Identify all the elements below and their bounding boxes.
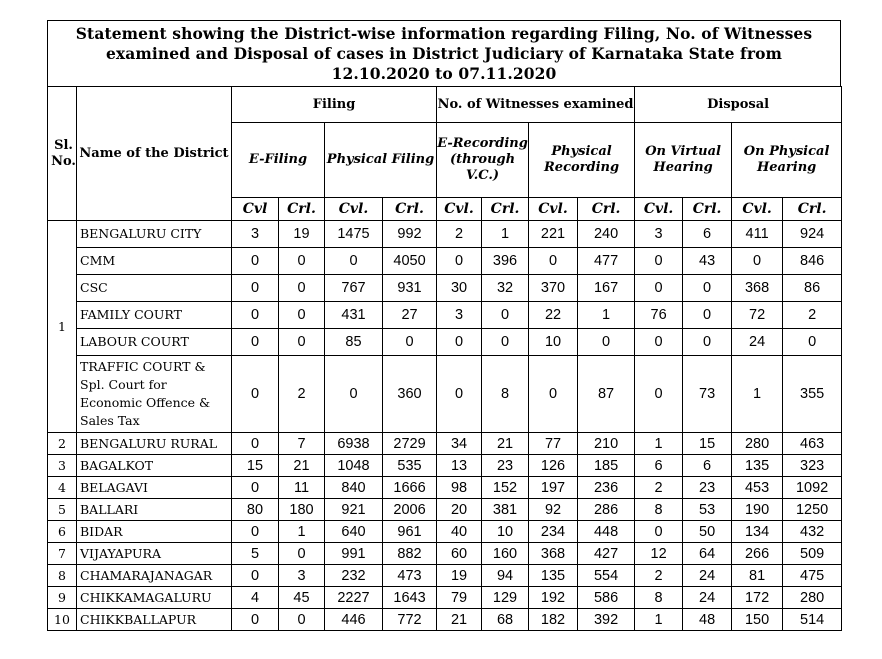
value-cell: 0 [232,356,279,433]
table-row [48,221,842,248]
value-cell: 10 [529,329,578,356]
value-cell: 1 [635,433,683,455]
district-name-cell: BALLARI [77,499,232,521]
sl-no-header: Sl. No. [48,87,77,221]
value-cell: 12 [635,543,683,565]
e-recording-header: E-Recording (through V.C.) [437,123,529,198]
table-row [48,302,842,329]
value-cell: 53 [683,499,732,521]
value-cell: 432 [783,521,842,543]
value-cell: 381 [482,499,529,521]
value-cell: 586 [578,587,635,609]
value-cell: 1643 [383,587,437,609]
value-cell: 921 [325,499,383,521]
value-cell: 43 [683,248,732,275]
table-row [48,477,842,499]
value-cell: 8 [482,356,529,433]
district-name-cell: CHIKKBALLAPUR [77,609,232,631]
criminal-column-header: Crl. [683,198,732,221]
value-cell: 368 [732,275,783,302]
value-cell: 640 [325,521,383,543]
value-cell: 27 [383,302,437,329]
civil-column-header: Cvl. [732,198,783,221]
table-row [48,356,842,433]
value-cell: 0 [437,356,482,433]
value-cell: 514 [783,609,842,631]
value-cell: 15 [683,433,732,455]
value-cell: 197 [529,477,578,499]
value-cell: 0 [232,565,279,587]
value-cell: 8 [635,587,683,609]
value-cell: 2006 [383,499,437,521]
value-cell: 1 [482,221,529,248]
value-cell: 48 [683,609,732,631]
value-cell: 167 [578,275,635,302]
value-cell: 1666 [383,477,437,499]
value-cell: 87 [578,356,635,433]
physical-filing-header: Physical Filing [325,123,437,198]
value-cell: 0 [232,329,279,356]
value-cell: 0 [383,329,437,356]
value-cell: 368 [529,543,578,565]
district-name-cell: CSC [77,275,232,302]
value-cell: 991 [325,543,383,565]
value-cell: 7 [279,433,325,455]
value-cell: 126 [529,455,578,477]
value-cell: 1 [578,302,635,329]
sl-no-cell: 6 [48,521,77,543]
value-cell: 1048 [325,455,383,477]
value-cell: 0 [232,248,279,275]
value-cell: 182 [529,609,578,631]
value-cell: 86 [783,275,842,302]
value-cell: 172 [732,587,783,609]
value-cell: 73 [683,356,732,433]
value-cell: 286 [578,499,635,521]
district-name-cell: CHIKKAMAGALURU [77,587,232,609]
value-cell: 0 [437,248,482,275]
value-cell: 20 [437,499,482,521]
value-cell: 0 [232,521,279,543]
value-cell: 463 [783,433,842,455]
value-cell: 0 [325,356,383,433]
value-cell: 0 [683,329,732,356]
value-cell: 992 [383,221,437,248]
district-name-cell: CMM [77,248,232,275]
value-cell: 0 [279,248,325,275]
table-row [48,433,842,455]
table-row [48,248,842,275]
value-cell: 846 [783,248,842,275]
value-cell: 24 [732,329,783,356]
value-cell: 1 [279,521,325,543]
value-cell: 94 [482,565,529,587]
value-cell: 85 [325,329,383,356]
value-cell: 50 [683,521,732,543]
district-name-cell: CHAMARAJANAGAR [77,565,232,587]
value-cell: 40 [437,521,482,543]
table-row [48,543,842,565]
value-cell: 1250 [783,499,842,521]
value-cell: 473 [383,565,437,587]
value-cell: 392 [578,609,635,631]
civil-column-header: Cvl. [529,198,578,221]
value-cell: 0 [783,329,842,356]
criminal-column-header: Crl. [279,198,325,221]
value-cell: 360 [383,356,437,433]
value-cell: 32 [482,275,529,302]
value-cell: 3 [635,221,683,248]
value-cell: 2729 [383,433,437,455]
value-cell: 4 [232,587,279,609]
e-filing-header: E-Filing [232,123,325,198]
value-cell: 150 [732,609,783,631]
value-cell: 135 [732,455,783,477]
table-row [48,521,842,543]
district-name-cell: LABOUR COURT [77,329,232,356]
table-row [48,329,842,356]
value-cell: 0 [683,275,732,302]
value-cell: 6938 [325,433,383,455]
table-row [48,565,842,587]
district-name-cell: BAGALKOT [77,455,232,477]
value-cell: 554 [578,565,635,587]
value-cell: 6 [635,455,683,477]
value-cell: 882 [383,543,437,565]
district-table [47,86,842,631]
value-cell: 232 [325,565,383,587]
value-cell: 3 [232,221,279,248]
district-name-header: Name of the District [77,87,232,221]
value-cell: 21 [279,455,325,477]
sl-no-cell: 3 [48,455,77,477]
value-cell: 0 [635,275,683,302]
value-cell: 772 [383,609,437,631]
civil-column-header: Cvl. [325,198,383,221]
value-cell: 396 [482,248,529,275]
value-cell: 355 [783,356,842,433]
district-name-cell: VIJAYAPURA [77,543,232,565]
value-cell: 280 [732,433,783,455]
value-cell: 446 [325,609,383,631]
value-cell: 370 [529,275,578,302]
value-cell: 0 [635,248,683,275]
value-cell: 19 [437,565,482,587]
value-cell: 11 [279,477,325,499]
value-cell: 0 [578,329,635,356]
value-cell: 477 [578,248,635,275]
value-cell: 13 [437,455,482,477]
value-cell: 509 [783,543,842,565]
criminal-column-header: Crl. [783,198,842,221]
value-cell: 961 [383,521,437,543]
value-cell: 30 [437,275,482,302]
value-cell: 129 [482,587,529,609]
physical-recording-header: Physical Recording [529,123,635,198]
sl-no-cell: 5 [48,499,77,521]
sl-no-cell: 9 [48,587,77,609]
value-cell: 1 [635,609,683,631]
value-cell: 80 [232,499,279,521]
value-cell: 135 [529,565,578,587]
value-cell: 180 [279,499,325,521]
value-cell: 60 [437,543,482,565]
disposal-header: Disposal [635,87,842,123]
sl-no-cell: 2 [48,433,77,455]
value-cell: 0 [732,248,783,275]
virtual-hearing-header: On Virtual Hearing [635,123,732,198]
value-cell: 45 [279,587,325,609]
value-cell: 0 [279,609,325,631]
value-cell: 81 [732,565,783,587]
value-cell: 0 [325,248,383,275]
witnesses-header: No. of Witnesses examined [437,87,635,123]
value-cell: 221 [529,221,578,248]
value-cell: 2 [437,221,482,248]
value-cell: 10 [482,521,529,543]
value-cell: 77 [529,433,578,455]
district-name-cell: BIDAR [77,521,232,543]
value-cell: 192 [529,587,578,609]
value-cell: 185 [578,455,635,477]
table-row [48,609,842,631]
value-cell: 0 [232,275,279,302]
civil-column-header: Cvl. [635,198,683,221]
value-cell: 0 [279,329,325,356]
value-cell: 2 [279,356,325,433]
sl-no-cell: 8 [48,565,77,587]
value-cell: 22 [529,302,578,329]
value-cell: 2 [635,477,683,499]
value-cell: 2 [783,302,842,329]
criminal-column-header: Crl. [383,198,437,221]
value-cell: 924 [783,221,842,248]
value-cell: 5 [232,543,279,565]
value-cell: 2227 [325,587,383,609]
value-cell: 0 [232,609,279,631]
value-cell: 3 [279,565,325,587]
value-cell: 34 [437,433,482,455]
filing-header: Filing [232,87,437,123]
value-cell: 280 [783,587,842,609]
value-cell: 0 [635,521,683,543]
value-cell: 0 [437,329,482,356]
value-cell: 266 [732,543,783,565]
value-cell: 0 [635,329,683,356]
value-cell: 453 [732,477,783,499]
statement-sheet [47,20,841,631]
value-cell: 0 [279,275,325,302]
value-cell: 4050 [383,248,437,275]
value-cell: 234 [529,521,578,543]
value-cell: 24 [683,565,732,587]
civil-column-header: Cvl. [437,198,482,221]
value-cell: 24 [683,587,732,609]
value-cell: 535 [383,455,437,477]
value-cell: 240 [578,221,635,248]
value-cell: 448 [578,521,635,543]
value-cell: 134 [732,521,783,543]
district-name-cell: BENGALURU CITY [77,221,232,248]
value-cell: 160 [482,543,529,565]
value-cell: 0 [529,356,578,433]
civil-column-header: Cvl [232,198,279,221]
value-cell: 427 [578,543,635,565]
value-cell: 6 [683,455,732,477]
physical-hearing-header: On Physical Hearing [732,123,842,198]
value-cell: 0 [482,302,529,329]
sl-no-cell: 4 [48,477,77,499]
value-cell: 68 [482,609,529,631]
district-table-body [48,221,842,631]
value-cell: 0 [232,433,279,455]
value-cell: 323 [783,455,842,477]
value-cell: 767 [325,275,383,302]
value-cell: 0 [683,302,732,329]
value-cell: 0 [232,477,279,499]
value-cell: 76 [635,302,683,329]
value-cell: 1 [732,356,783,433]
sl-no-cell: 7 [48,543,77,565]
value-cell: 152 [482,477,529,499]
value-cell: 2 [635,565,683,587]
district-name-cell: TRAFFIC COURT & Spl. Court for Economic Offence & Sales Tax [77,356,232,433]
value-cell: 411 [732,221,783,248]
table-row [48,455,842,477]
value-cell: 1092 [783,477,842,499]
value-cell: 23 [482,455,529,477]
statement-title: Statement showing the District-wise information regarding Filing, No. of Witnesses examined and Disposal of cases in District Judiciary of Karnataka State from 12.10.2020 to 07.11.2020 [47,20,841,86]
value-cell: 23 [683,477,732,499]
value-cell: 0 [482,329,529,356]
value-cell: 931 [383,275,437,302]
value-cell: 6 [683,221,732,248]
table-row [48,499,842,521]
value-cell: 64 [683,543,732,565]
value-cell: 0 [232,302,279,329]
value-cell: 0 [279,543,325,565]
value-cell: 210 [578,433,635,455]
value-cell: 21 [482,433,529,455]
district-name-cell: BELAGAVI [77,477,232,499]
value-cell: 840 [325,477,383,499]
value-cell: 79 [437,587,482,609]
value-cell: 236 [578,477,635,499]
value-cell: 190 [732,499,783,521]
district-name-cell: FAMILY COURT [77,302,232,329]
value-cell: 15 [232,455,279,477]
value-cell: 1475 [325,221,383,248]
sl-no-cell: 1 [48,221,77,433]
value-cell: 0 [279,302,325,329]
value-cell: 8 [635,499,683,521]
value-cell: 72 [732,302,783,329]
district-name-cell: BENGALURU RURAL [77,433,232,455]
value-cell: 475 [783,565,842,587]
table-row [48,275,842,302]
value-cell: 19 [279,221,325,248]
table-row [48,587,842,609]
value-cell: 0 [529,248,578,275]
sl-no-cell: 10 [48,609,77,631]
value-cell: 98 [437,477,482,499]
value-cell: 0 [635,356,683,433]
value-cell: 3 [437,302,482,329]
value-cell: 21 [437,609,482,631]
value-cell: 92 [529,499,578,521]
criminal-column-header: Crl. [482,198,529,221]
criminal-column-header: Crl. [578,198,635,221]
value-cell: 431 [325,302,383,329]
